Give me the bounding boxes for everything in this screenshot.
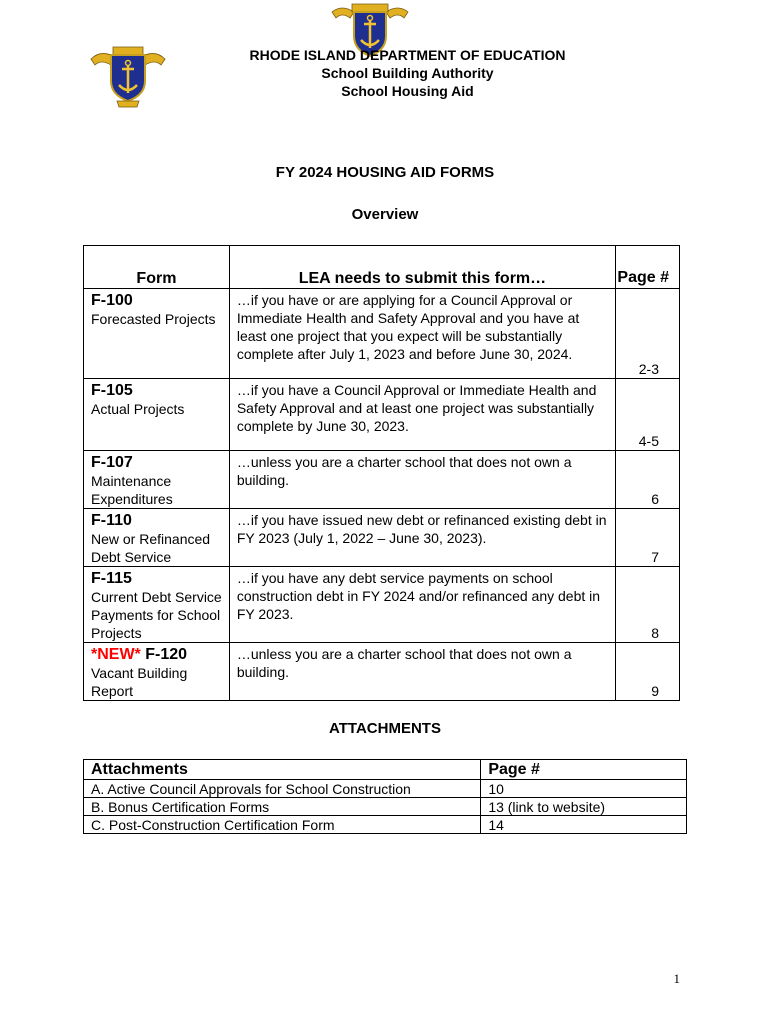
attachment-name: B. Bonus Certification Forms	[84, 798, 481, 816]
table-row	[84, 643, 680, 701]
attachment-name: A. Active Council Approvals for School Construction	[84, 780, 481, 798]
page-number: 1	[673, 971, 680, 986]
form-page: 8	[616, 567, 680, 643]
table-row	[84, 816, 687, 834]
forms-table-header	[84, 246, 680, 289]
form-name: Vacant Building Report	[91, 665, 188, 699]
form-code: F-120	[140, 646, 188, 663]
authority-name: School Building Authority	[321, 65, 494, 81]
page-title: FY 2024 HOUSING AID FORMS	[275, 164, 495, 181]
table-row	[84, 379, 680, 451]
attachment-name: C. Post-Construction Certification Form	[84, 816, 481, 834]
table-row	[84, 567, 680, 643]
overview-heading: Overview	[351, 206, 419, 223]
form-page: 7	[616, 509, 680, 567]
attachment-page: 14	[481, 816, 687, 834]
forms-table	[83, 245, 680, 701]
attachment-page-column-header: Page #	[481, 760, 687, 780]
attachment-page: 13 (link to website)	[481, 798, 687, 816]
form-page: 9	[616, 643, 680, 701]
form-code: F-100	[91, 292, 133, 309]
page-column-header: Page #	[616, 246, 680, 289]
form-column-header: Form	[84, 246, 230, 289]
attachment-page: 10	[481, 780, 687, 798]
form-name: New or Refinanced Debt Service	[91, 531, 211, 565]
department-header	[230, 46, 585, 100]
ride-seal-left	[89, 43, 167, 109]
form-requirement: …unless you are a charter school that does not own a building.	[229, 643, 615, 701]
table-row	[84, 509, 680, 567]
form-requirement: …if you have or are applying for a Council Approval or Immediate Health and Safety Approval and you have at least one project that you expect will be substantially complete after July 1, 2023 and before June 30, 2024.	[229, 289, 615, 379]
form-page: 2-3	[616, 289, 680, 379]
form-name: Actual Projects	[91, 401, 185, 417]
attachments-heading: ATTACHMENTS	[329, 720, 441, 737]
lea-column-header: LEA needs to submit this form…	[229, 246, 615, 289]
table-row	[84, 798, 687, 816]
attachments-table-header	[84, 760, 687, 780]
form-requirement: …if you have any debt service payments on school construction debt in FY 2024 and/or refinanced any debt in FY 2023.	[229, 567, 615, 643]
new-badge: *NEW*	[91, 646, 141, 663]
form-code: F-115	[91, 570, 132, 587]
form-code: F-105	[91, 382, 133, 399]
table-row	[84, 451, 680, 509]
form-page: 4-5	[616, 379, 680, 451]
department-name: RHODE ISLAND DEPARTMENT OF EDUCATION	[249, 47, 566, 63]
form-requirement: …unless you are a charter school that does not own a building.	[229, 451, 615, 509]
form-page: 6	[616, 451, 680, 509]
form-requirement: …if you have issued new debt or refinanced existing debt in FY 2023 (July 1, 2022 – June 30, 2023).	[229, 509, 615, 567]
form-requirement: …if you have a Council Approval or Immediate Health and Safety Approval and at least one project was substantially complete by June 30, 2023.	[229, 379, 615, 451]
form-code: F-110	[91, 512, 132, 529]
attachment-column-header: Attachments	[84, 760, 481, 780]
anchor-shield-icon	[89, 43, 167, 109]
table-row	[84, 780, 687, 798]
form-name: Maintenance Expenditures	[91, 473, 173, 507]
form-name: Current Debt Service Payments for School Projects	[91, 589, 222, 641]
table-row	[84, 289, 680, 379]
attachments-table	[83, 759, 687, 834]
program-name: School Housing Aid	[341, 83, 474, 99]
form-code: F-107	[91, 454, 133, 471]
form-name: Forecasted Projects	[91, 311, 216, 327]
